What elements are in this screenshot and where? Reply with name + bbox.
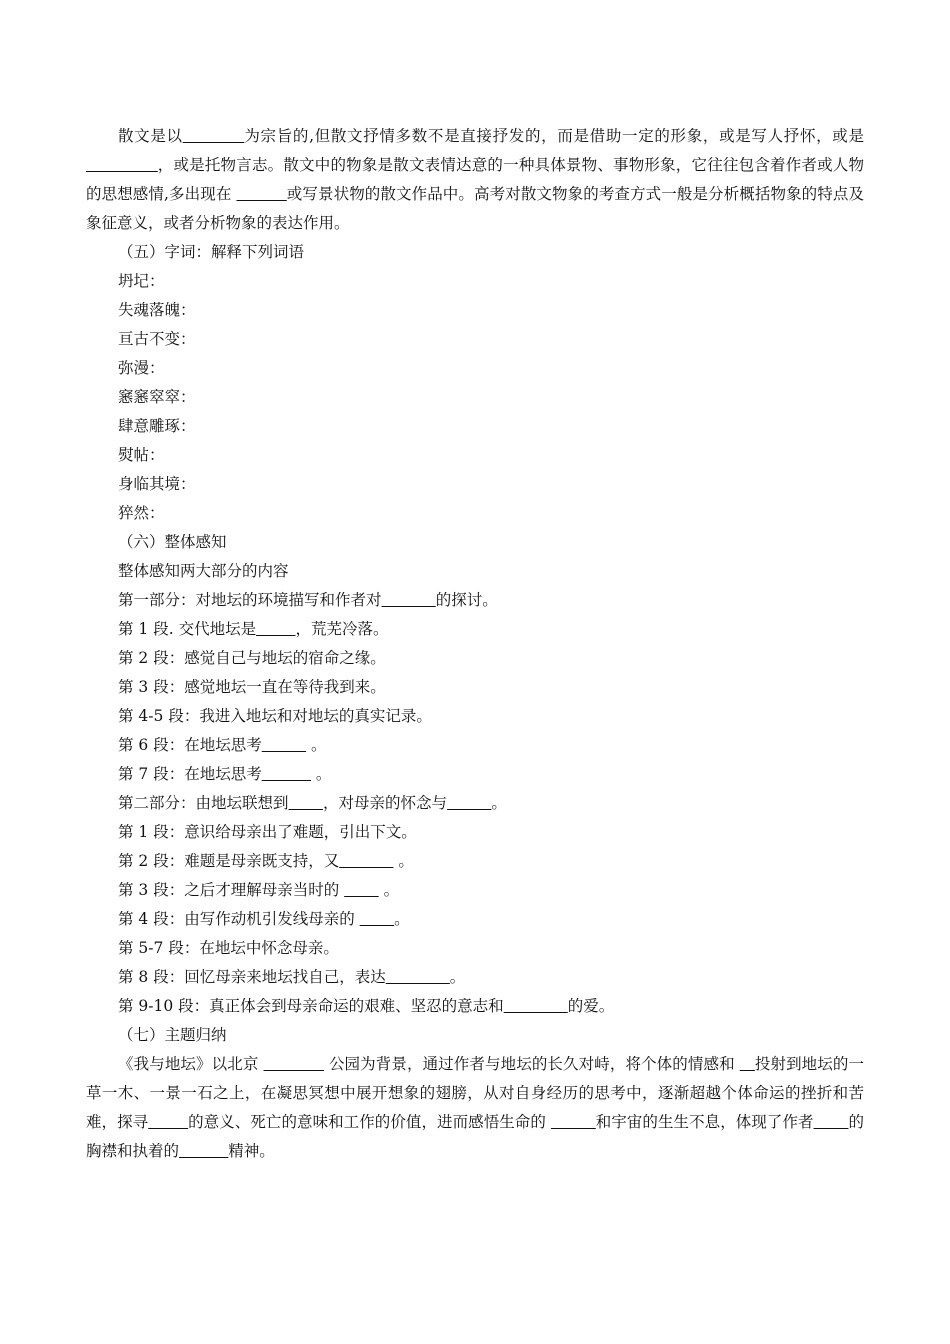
document-page (86, 122, 864, 1166)
blank (236, 185, 286, 203)
text: 。 (491, 794, 507, 812)
text: 精神。 (228, 1142, 275, 1160)
text: 。 (394, 910, 410, 928)
section-line (86, 615, 864, 644)
blank (814, 1113, 849, 1131)
section-heading-vocab: （五）字词：解释下列词语 (118, 243, 305, 261)
text: 第 2 段：难题是母亲既支持，又 (118, 852, 340, 870)
text: 第 9-10 段：真正体会到母亲命运的艰难、坚忍的意志和 (118, 997, 504, 1015)
blank (386, 968, 450, 986)
text: ，对母亲的怀念与 (323, 794, 448, 812)
text: 的胸襟和执着的 (86, 1113, 864, 1160)
section-line: 第 1 段：意识给母亲出了难题，引出下文。 (118, 823, 417, 841)
blank (360, 910, 395, 928)
text: 的爱。 (567, 997, 615, 1015)
text: ，或是托物言志。散文中的物象是散文表情达意的一种具体景物、事物形象，它往往包含着作者或人物的思想感情,多出现在 (86, 156, 864, 203)
section-heading-theme: （七）主题归纳 (118, 1026, 227, 1044)
section-line (86, 847, 864, 876)
text: 《我与地坛》以北京 (118, 1055, 264, 1073)
text: 。 (449, 968, 466, 986)
section-line: 第 2 段：感觉自己与地坛的宿命之缘。 (118, 649, 386, 667)
text: 投射到地坛的一草一木、一景一石之上，在凝思冥想中展开想象的翅膀，从对自身经历的思考中，逐渐超越个体命运的挫折和苦难，探寻 (86, 1055, 864, 1131)
blank (447, 794, 491, 812)
text: 第 4 段：由写作动机引发线母亲的 (118, 910, 360, 928)
text: 和宇宙的生生不息，体现了作者 (595, 1113, 814, 1131)
vocab-item: 身临其境： (118, 475, 196, 493)
vocab-item: 窸窸窣窣： (118, 388, 196, 406)
blank (148, 1113, 188, 1131)
blank (289, 794, 324, 812)
section-line (86, 876, 864, 905)
overview-subheading: 整体感知两大部分的内容 (118, 562, 289, 580)
part-one-line (86, 586, 864, 615)
vocab-item: 失魂落魄： (118, 301, 196, 319)
intro-paragraph (86, 122, 864, 238)
text: 第 7 段：在地坛思考 (118, 765, 262, 783)
blank (551, 1113, 596, 1131)
text: 的探讨。 (435, 591, 498, 609)
text: 公园为背景，通过作者与地坛的长久对峙，将个体的情感和 (323, 1055, 740, 1073)
vocab-item: 坍圮： (118, 272, 165, 290)
blank (86, 156, 158, 174)
section-line (86, 992, 864, 1021)
section-line: 第 3 段：感觉地坛一直在等待我到来。 (118, 678, 386, 696)
blank (262, 736, 306, 754)
text: 或写景状物的散文作品中。高考对散文物象的考查方式一般是分析概括物象的特点及象征意义，或者分析物象的表达作用。 (86, 185, 864, 232)
vocab-item: 熨帖： (118, 446, 165, 464)
blank (183, 127, 245, 145)
text: 第 6 段：在地坛思考 (118, 736, 262, 754)
text: 。 (393, 852, 414, 870)
blank (344, 881, 379, 899)
blank (262, 765, 311, 783)
blank (179, 1142, 228, 1160)
theme-paragraph (86, 1050, 864, 1166)
section-line (86, 905, 864, 934)
section-line: 第 4-5 段：我进入地坛和对地坛的真实记录。 (118, 707, 432, 725)
text: 第二部分：由地坛联想到 (118, 794, 289, 812)
blank (382, 591, 436, 609)
section-line (86, 731, 864, 760)
blank (256, 620, 295, 638)
text: 。 (311, 765, 332, 783)
section-line (86, 760, 864, 789)
blank (264, 1055, 324, 1073)
text: 的意义、死亡的意味和工作的价值，进而感悟生命的 (188, 1113, 551, 1131)
text: ，荒芜冷落。 (295, 620, 389, 638)
section-line (86, 963, 864, 992)
blank (740, 1055, 755, 1073)
vocab-item: 肆意雕琢： (118, 417, 196, 435)
text: 第 3 段：之后才理解母亲当时的 (118, 881, 345, 899)
vocab-item: 弥漫： (118, 359, 165, 377)
text: 第 1 段. 交代地坛是 (118, 620, 257, 638)
text: 第一部分：对地坛的环境描写和作者对 (118, 591, 382, 609)
vocab-item: 猝然： (118, 504, 165, 522)
text: 为宗旨的,但散文抒情多数不是直接抒发的，而是借助一定的形象，或是写人抒怀，或是 (244, 127, 864, 145)
text: 第 8 段：回忆母亲来地坛找自己，表达 (118, 968, 386, 986)
section-heading-overview: （六）整体感知 (118, 533, 227, 551)
text: 。 (306, 736, 327, 754)
vocab-item: 亘古不变： (118, 330, 196, 348)
text: 散文是以 (118, 127, 183, 145)
section-line: 第 5-7 段：在地坛中怀念母亲。 (118, 939, 339, 957)
blank (339, 852, 393, 870)
text: 。 (378, 881, 400, 899)
part-two-line (86, 789, 864, 818)
blank (504, 997, 568, 1015)
